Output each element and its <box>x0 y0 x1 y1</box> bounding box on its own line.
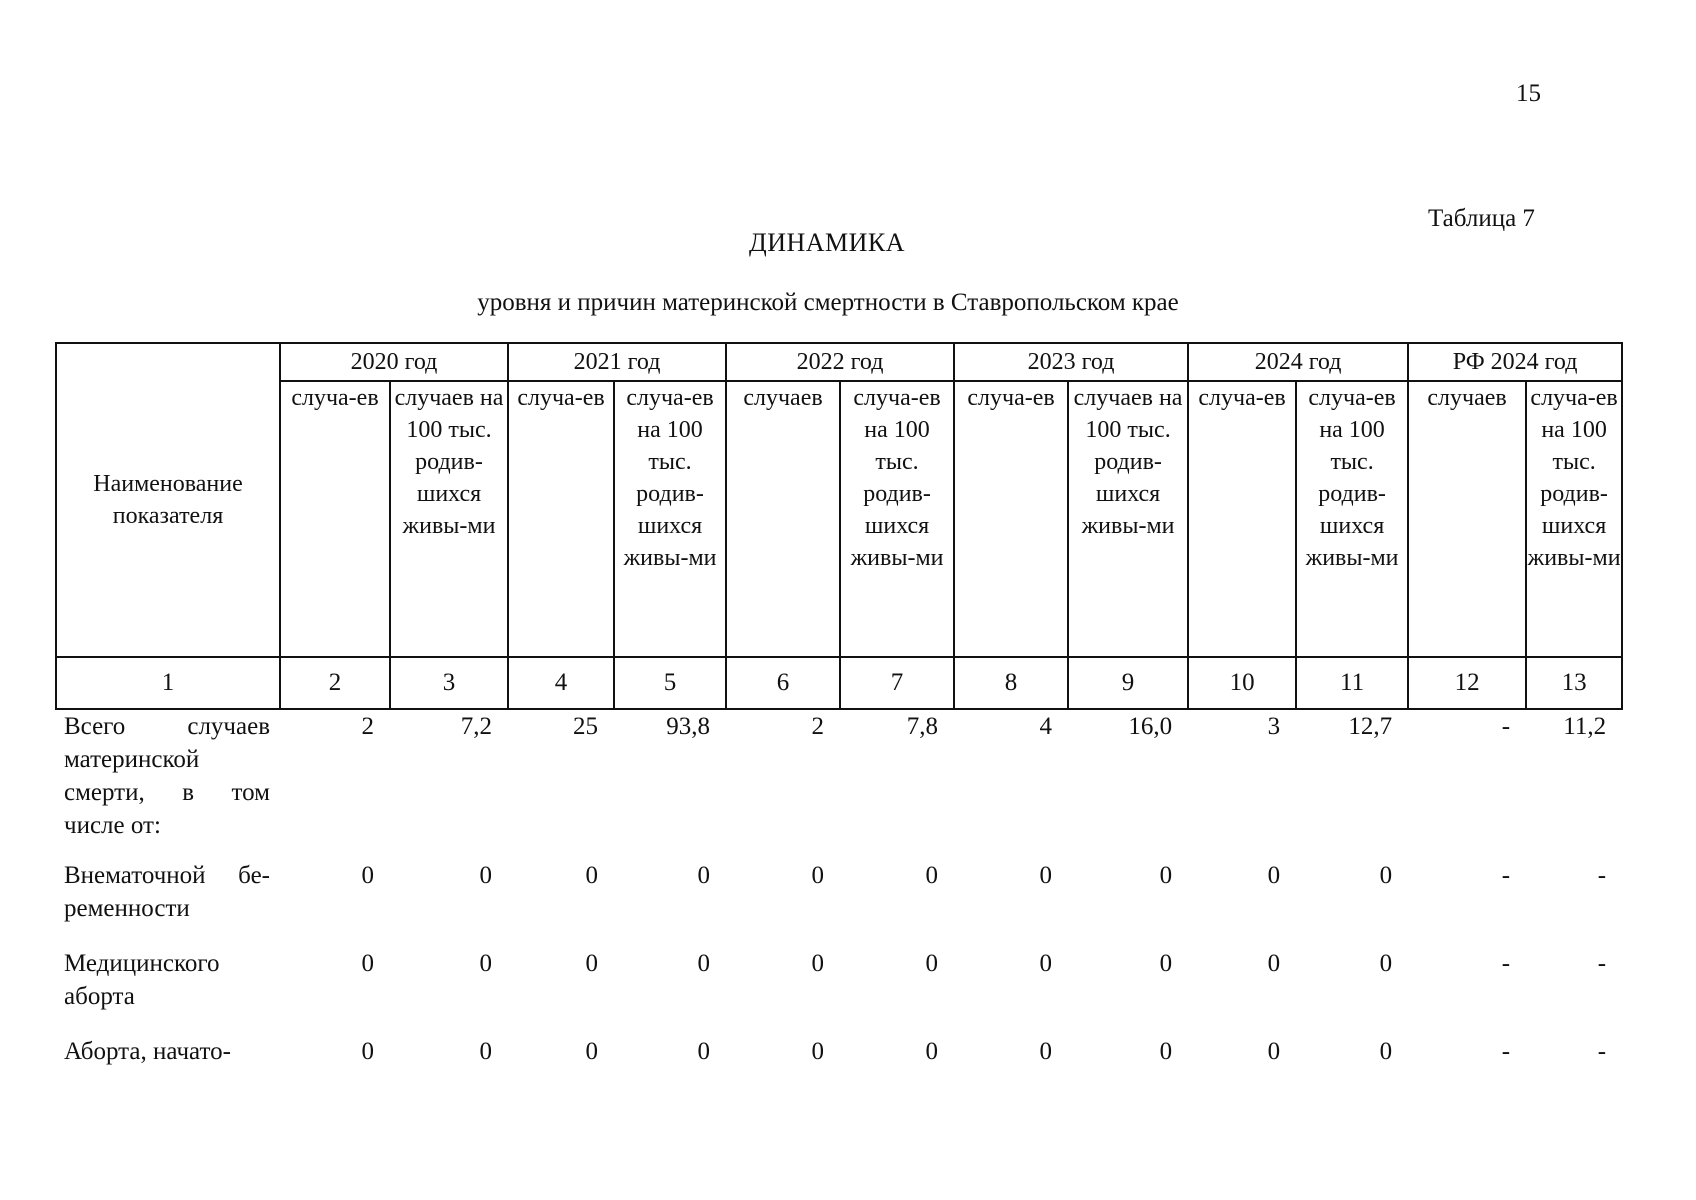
document-title: ДИНАМИКА <box>748 228 906 257</box>
row-name-header: Наименование показателя <box>56 343 280 657</box>
page-number: 15 <box>1516 80 1541 107</box>
table-cell: 0 <box>1379 862 1393 889</box>
table-cell: 0 <box>479 1038 493 1065</box>
column-number-row <box>56 657 1622 709</box>
table-cell: 0 <box>361 862 374 889</box>
table-cell: - <box>1501 862 1511 889</box>
column-number: 10 <box>1188 657 1296 709</box>
column-number: 7 <box>840 657 954 709</box>
year-header: РФ 2024 год <box>1408 343 1622 381</box>
table-cell: 7,8 <box>906 713 939 740</box>
table-cell: 7,2 <box>460 713 493 740</box>
table-cell: 0 <box>479 950 493 977</box>
row-name: Аборта, начато- <box>64 1038 231 1065</box>
maternal-mortality-table <box>55 342 1623 1085</box>
row-name: Всего случаев материнской смерти, в том числе от: <box>64 713 270 839</box>
year-header: 2020 год <box>280 343 508 381</box>
table-row <box>56 1035 1622 1085</box>
year-header: 2021 год <box>508 343 726 381</box>
table-cell: 0 <box>1267 1038 1281 1065</box>
table-cell: - <box>1501 1038 1511 1065</box>
table-cell: 0 <box>585 862 599 889</box>
column-number: 12 <box>1408 657 1526 709</box>
table-cell: 0 <box>697 950 711 977</box>
table-cell: 0 <box>697 1038 711 1065</box>
subcolumn-header: случа-ев на 100 тыс. родив-шихся живы-ми <box>614 381 726 657</box>
table-row <box>56 859 1622 947</box>
table-cell: 0 <box>1159 862 1173 889</box>
subcolumn-header: случа-ев <box>954 381 1068 657</box>
table-cell: 2 <box>361 713 374 740</box>
table-cell: 0 <box>1379 950 1393 977</box>
table-cell: 0 <box>585 1038 599 1065</box>
column-number: 13 <box>1526 657 1622 709</box>
column-number: 9 <box>1068 657 1188 709</box>
table-cell: 2 <box>811 713 825 740</box>
table-cell: 4 <box>1039 713 1053 740</box>
table-cell: - <box>1501 950 1511 977</box>
table-cell: 25 <box>573 713 599 740</box>
document-subtitle: уровня и причин материнской смертности в Ставропольском крае <box>477 289 1179 316</box>
table-cell: 0 <box>1039 862 1053 889</box>
table-row <box>56 947 1622 1035</box>
subcolumn-header: случаев на 100 тыс. родив-шихся живы-ми <box>1068 381 1188 657</box>
table-cell: 0 <box>697 862 711 889</box>
table-cell: 0 <box>1159 950 1173 977</box>
table-cell: 0 <box>1039 1038 1053 1065</box>
subcolumn-header: случаев <box>726 381 840 657</box>
table-row <box>56 709 1622 859</box>
subcolumn-header: случа-ев <box>1188 381 1296 657</box>
table-cell: 0 <box>1267 950 1281 977</box>
table-cell: 0 <box>361 950 374 977</box>
table-cell: 0 <box>361 1038 374 1065</box>
column-number: 4 <box>508 657 614 709</box>
table-cell: 0 <box>925 1038 939 1065</box>
table-cell: 0 <box>811 950 825 977</box>
year-header: 2023 год <box>954 343 1188 381</box>
subcolumn-header: случа-ев на 100 тыс. родив-шихся живы-ми <box>840 381 954 657</box>
table-cell: 0 <box>1379 1038 1393 1065</box>
table-cell: 0 <box>925 950 939 977</box>
subcolumn-header: случа-ев <box>508 381 614 657</box>
column-number: 2 <box>280 657 390 709</box>
subcolumn-header: случа-ев <box>280 381 390 657</box>
table-cell: 0 <box>925 862 939 889</box>
table-cell: - <box>1597 1038 1607 1065</box>
year-header: 2024 год <box>1188 343 1408 381</box>
row-name: Внематочной бе-ременности <box>64 862 270 922</box>
column-number: 5 <box>614 657 726 709</box>
subcolumn-header: случаев <box>1408 381 1526 657</box>
subcolumn-header: случаев на 100 тыс. родив-шихся живы-ми <box>390 381 508 657</box>
table-cell: 11,2 <box>1563 713 1607 740</box>
year-header: 2022 год <box>726 343 954 381</box>
table-cell: - <box>1597 862 1607 889</box>
column-number: 1 <box>56 657 280 709</box>
table-cell: 12,7 <box>1348 713 1393 740</box>
table-cell: 3 <box>1267 713 1281 740</box>
header-year-row <box>56 343 1622 381</box>
column-number: 11 <box>1296 657 1408 709</box>
table-cell: 0 <box>585 950 599 977</box>
table-cell: - <box>1501 713 1511 740</box>
table-label: Таблица 7 <box>1428 205 1535 232</box>
subcolumn-header: случа-ев на 100 тыс. родив-шихся живы-ми <box>1526 381 1622 657</box>
subcolumn-header: случа-ев на 100 тыс. родив-шихся живы-ми <box>1296 381 1408 657</box>
table-cell: 93,8 <box>666 713 711 740</box>
table-cell: - <box>1597 950 1607 977</box>
table-cell: 0 <box>1039 950 1053 977</box>
header-subcolumn-row <box>56 381 1622 657</box>
table-cell: 0 <box>1267 862 1281 889</box>
column-number: 8 <box>954 657 1068 709</box>
table-cell: 0 <box>1159 1038 1173 1065</box>
table-cell: 16,0 <box>1128 713 1173 740</box>
table-cell: 0 <box>811 862 825 889</box>
column-number: 6 <box>726 657 840 709</box>
table-cell: 0 <box>479 862 493 889</box>
table-cell: 0 <box>811 1038 825 1065</box>
row-name: Медицинского аборта <box>64 950 220 1010</box>
column-number: 3 <box>390 657 508 709</box>
